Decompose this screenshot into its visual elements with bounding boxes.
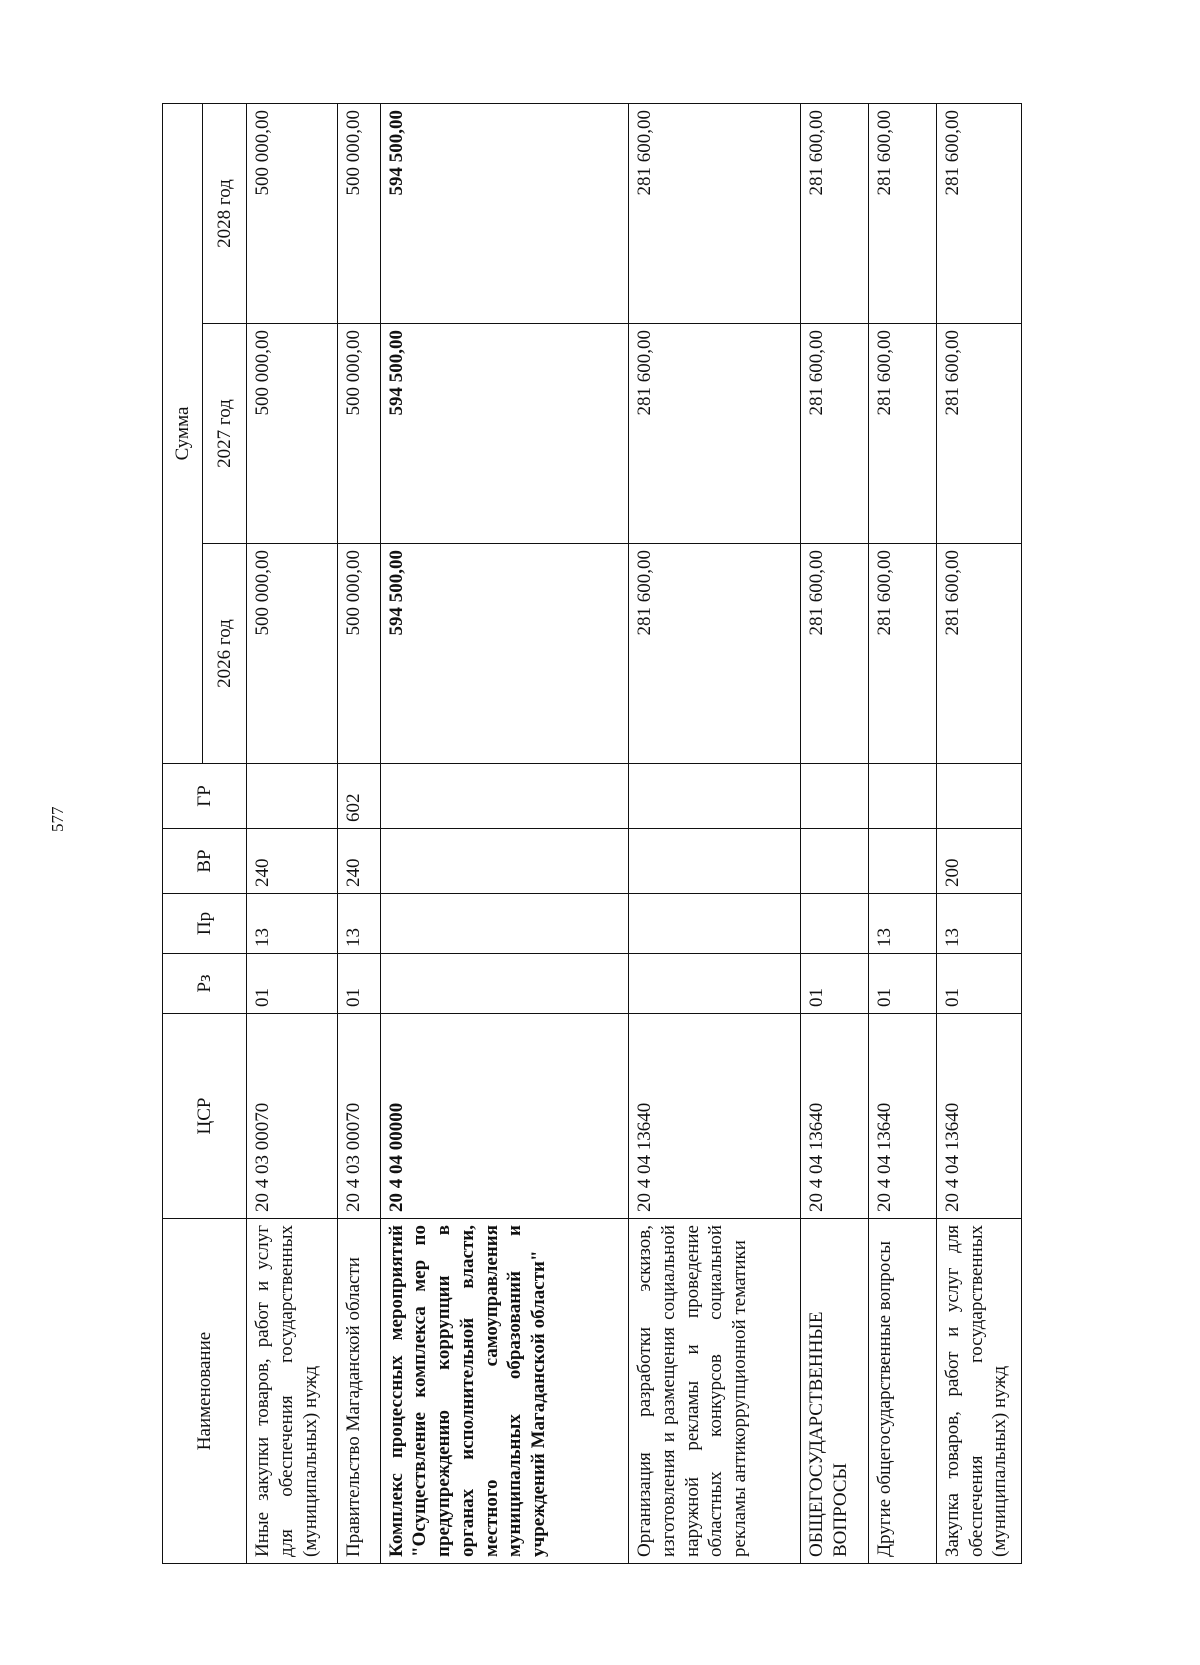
cell-y2026: 500 000,00	[247, 544, 338, 764]
cell-y2028: 281 600,00	[800, 103, 868, 323]
cell-y2027: 281 600,00	[800, 324, 868, 544]
cell-y2027: 281 600,00	[868, 324, 936, 544]
header-sum: Сумма	[163, 103, 203, 763]
cell-vr: 200	[936, 829, 1021, 894]
cell-name: Комплекс процессных мероприятий "Осуществление комплекса мер по предупреждению коррупции в органах исполнительной власти, местного самоуправления муниципальных образований и учреждений Магаданской области"	[380, 1219, 628, 1564]
cell-vr	[629, 829, 801, 894]
header-2027: 2027 год	[203, 324, 247, 544]
cell-name: Иные закупки товаров, работ и услуг для обеспечения государственных (муниципальных) нужд	[247, 1219, 338, 1564]
cell-rz: 01	[868, 954, 936, 1014]
cell-gr	[800, 764, 868, 829]
cell-y2026: 281 600,00	[868, 544, 936, 764]
cell-csr: 20 4 04 00000	[380, 1014, 628, 1219]
cell-csr: 20 4 04 13640	[629, 1014, 801, 1219]
cell-pr	[629, 894, 801, 954]
budget-table	[162, 103, 1022, 1564]
cell-y2027: 281 600,00	[936, 324, 1021, 544]
table-row	[380, 103, 628, 1563]
cell-y2026: 281 600,00	[800, 544, 868, 764]
header-gr: ГР	[163, 764, 247, 829]
cell-pr: 13	[936, 894, 1021, 954]
cell-pr: 13	[868, 894, 936, 954]
header-rz: Рз	[163, 954, 247, 1014]
cell-y2027: 500 000,00	[338, 324, 380, 544]
cell-name: Другие общегосударственные вопросы	[868, 1219, 936, 1564]
cell-gr	[380, 764, 628, 829]
cell-rz	[380, 954, 628, 1014]
cell-pr: 13	[338, 894, 380, 954]
cell-csr: 20 4 03 00070	[338, 1014, 380, 1219]
cell-gr: 602	[338, 764, 380, 829]
cell-y2027: 500 000,00	[247, 324, 338, 544]
cell-csr: 20 4 04 13640	[868, 1014, 936, 1219]
header-2028: 2028 год	[203, 103, 247, 323]
cell-vr	[800, 829, 868, 894]
table-row	[800, 103, 868, 1563]
cell-rz: 01	[800, 954, 868, 1014]
cell-y2028: 500 000,00	[247, 103, 338, 323]
cell-y2027: 594 500,00	[380, 324, 628, 544]
header-vr: ВР	[163, 829, 247, 894]
cell-y2026: 281 600,00	[936, 544, 1021, 764]
cell-y2026: 500 000,00	[338, 544, 380, 764]
rotated-table-wrapper	[162, 104, 1022, 1564]
cell-y2028: 281 600,00	[868, 103, 936, 323]
table-row	[868, 103, 936, 1563]
cell-gr	[247, 764, 338, 829]
header-2026: 2026 год	[203, 544, 247, 764]
cell-vr	[868, 829, 936, 894]
cell-y2028: 500 000,00	[338, 103, 380, 323]
cell-name: ОБЩЕГОСУДАРСТВЕННЫЕ ВОПРОСЫ	[800, 1219, 868, 1564]
table-row	[247, 103, 338, 1563]
cell-name: Организация разработки эскизов, изготовления и размещения социальной наружной рекламы и проведение областных конкурсов социальной рекламы антикоррупционной тематики	[629, 1219, 801, 1564]
cell-pr: 13	[247, 894, 338, 954]
cell-name: Закупка товаров, работ и услуг для обеспечения государственных (муниципальных) нужд	[936, 1219, 1021, 1564]
page-number: 577	[48, 806, 67, 832]
cell-name: Правительство Магаданской области	[338, 1219, 380, 1564]
cell-rz: 01	[247, 954, 338, 1014]
header-csr: ЦСР	[163, 1014, 247, 1219]
table-body	[247, 103, 1022, 1563]
cell-pr	[800, 894, 868, 954]
header-name: Наименование	[163, 1219, 247, 1564]
table-row	[936, 103, 1021, 1563]
cell-y2028: 281 600,00	[629, 103, 801, 323]
cell-vr: 240	[247, 829, 338, 894]
cell-vr	[380, 829, 628, 894]
cell-csr: 20 4 04 13640	[936, 1014, 1021, 1219]
table-row	[338, 103, 380, 1563]
cell-csr: 20 4 03 00070	[247, 1014, 338, 1219]
cell-y2026: 281 600,00	[629, 544, 801, 764]
cell-vr: 240	[338, 829, 380, 894]
cell-y2027: 281 600,00	[629, 324, 801, 544]
cell-y2028: 594 500,00	[380, 103, 628, 323]
table-row	[629, 103, 801, 1563]
header-pr: Пр	[163, 894, 247, 954]
cell-rz: 01	[338, 954, 380, 1014]
cell-gr	[629, 764, 801, 829]
cell-gr	[936, 764, 1021, 829]
cell-csr: 20 4 04 13640	[800, 1014, 868, 1219]
cell-pr	[380, 894, 628, 954]
cell-y2026: 594 500,00	[380, 544, 628, 764]
cell-rz	[629, 954, 801, 1014]
cell-gr	[868, 764, 936, 829]
cell-rz: 01	[936, 954, 1021, 1014]
cell-y2028: 281 600,00	[936, 103, 1021, 323]
